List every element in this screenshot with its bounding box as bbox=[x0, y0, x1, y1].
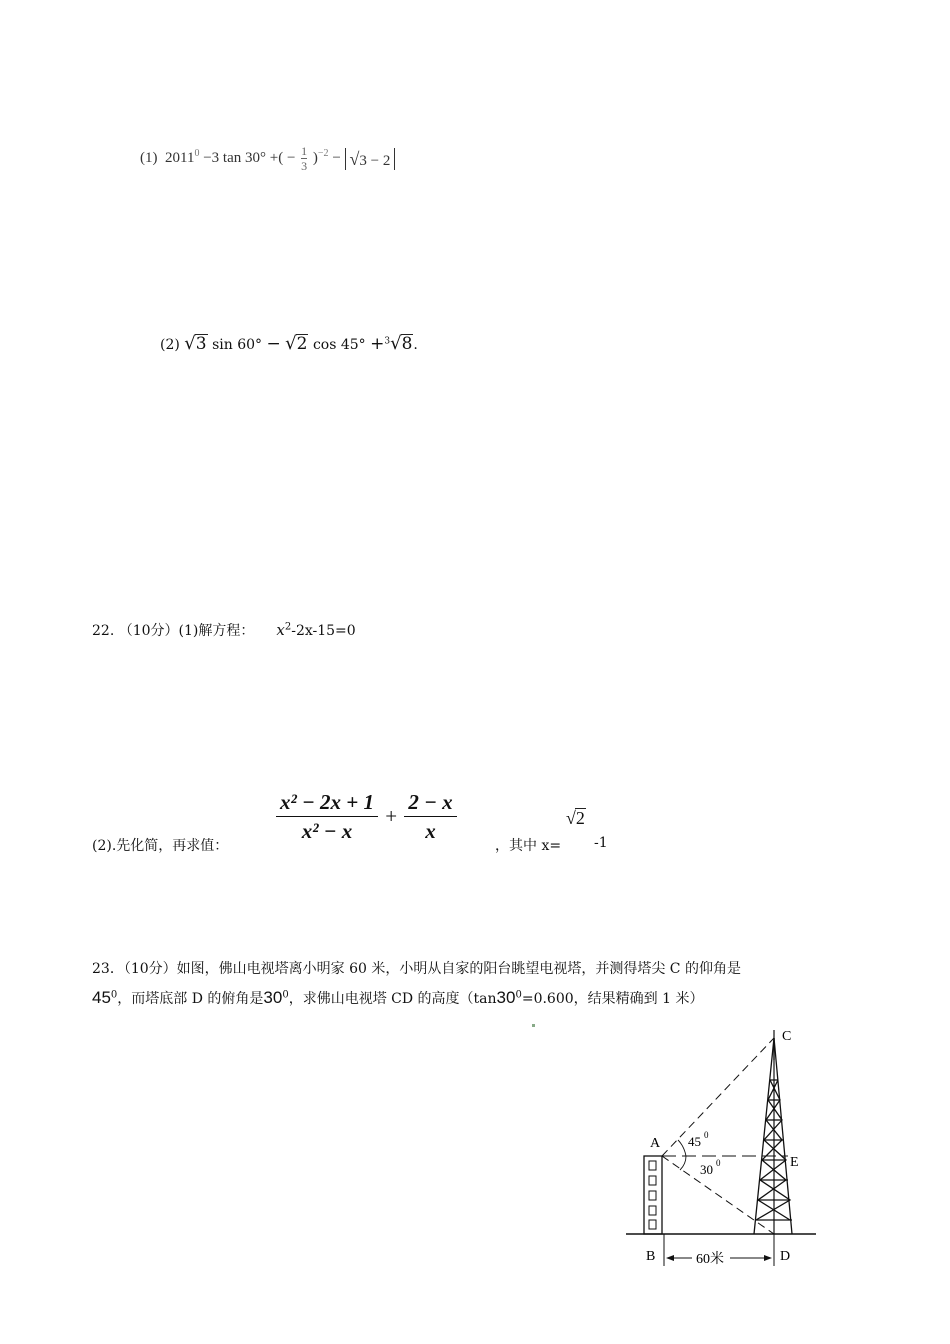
problem-1-year-exp: 0 bbox=[194, 147, 200, 159]
angle-45: 45 bbox=[92, 988, 111, 1007]
fraction-1-numerator: x² − 2x + 1 bbox=[276, 788, 378, 817]
problem-1-label: (1) bbox=[140, 149, 158, 166]
tower-figure bbox=[620, 1020, 840, 1270]
question-22 bbox=[92, 620, 356, 640]
problem-1-close: ) bbox=[312, 149, 318, 166]
problem-2-sin: sin 60° bbox=[212, 337, 263, 353]
question-22-heading: 22. （10分）(1)解方程： bbox=[92, 623, 255, 639]
radical-icon: √ bbox=[566, 808, 576, 828]
problem-2-expression bbox=[160, 333, 418, 354]
problem-2-minus: − bbox=[266, 334, 281, 354]
sqrt-value bbox=[566, 808, 586, 829]
fraction-2-numerator: 2 − x bbox=[404, 788, 456, 817]
problem-2-end: . bbox=[413, 337, 418, 353]
minus-one: -1 bbox=[594, 835, 608, 851]
angle-45-sup: 0 bbox=[110, 989, 118, 1001]
problem-1-year: 2011 bbox=[165, 149, 195, 166]
question-23-mid-1: ，而塔底部 D 的俯角是 bbox=[117, 991, 264, 1007]
question-23-tail: =0.600，结果精确到 1 米） bbox=[521, 991, 704, 1007]
angle-label-30-sup: 0 bbox=[716, 1158, 721, 1168]
question-23-line-2 bbox=[92, 988, 703, 1008]
fraction-2 bbox=[404, 788, 456, 845]
label-a: A bbox=[650, 1136, 661, 1151]
arrow-right-icon bbox=[764, 1255, 772, 1261]
problem-1-expression bbox=[140, 144, 395, 173]
problem-1-tan-term: −3 tan 30° bbox=[203, 149, 266, 166]
equation-exponent: 2 bbox=[284, 621, 292, 633]
label-e: E bbox=[790, 1155, 799, 1170]
problem-2-plus: + bbox=[370, 334, 385, 354]
angle-30-sup: 0 bbox=[282, 989, 289, 1001]
absolute-value bbox=[345, 148, 396, 170]
angle-label-30: 30 bbox=[700, 1162, 713, 1177]
radicand-3: 8 bbox=[401, 334, 413, 354]
fraction-2-denominator: x bbox=[425, 819, 436, 843]
label-c: C bbox=[782, 1029, 792, 1044]
radical-icon: √ bbox=[285, 333, 297, 354]
building-windows bbox=[649, 1161, 656, 1229]
sqrt-radicand: 2 bbox=[575, 808, 585, 828]
fraction-1 bbox=[276, 788, 378, 845]
question-23-line-1: 23．（10分）如图，佛山电视塔离小明家 60 米，小明从自家的阳台眺望电视塔，并测得塔尖 C 的仰角是 bbox=[92, 961, 741, 977]
problem-1-exponent: −2 bbox=[317, 147, 329, 159]
equation-variable: x bbox=[276, 621, 285, 639]
radical-icon: √ bbox=[349, 148, 360, 169]
problem-1-fraction bbox=[301, 144, 307, 173]
angle-arc-45 bbox=[678, 1140, 686, 1156]
label-b: B bbox=[646, 1249, 656, 1264]
where-clause: ，其中 x= bbox=[495, 838, 562, 854]
angle-label-45-sup: 0 bbox=[704, 1130, 709, 1140]
radicand-1: 3 bbox=[195, 334, 207, 354]
question-22-part-2-label: (2).先化简，再求值： bbox=[92, 838, 229, 854]
arrow-left-icon bbox=[666, 1255, 674, 1261]
problem-2-cos: cos 45° bbox=[312, 337, 366, 353]
angle-30: 30 bbox=[263, 988, 283, 1007]
problem-1-open: +( − bbox=[269, 149, 296, 166]
angle-arc-30 bbox=[680, 1156, 686, 1170]
tan-angle-sup: 0 bbox=[515, 989, 522, 1001]
fraction-denominator: 3 bbox=[301, 159, 308, 173]
stray-dot bbox=[532, 1024, 535, 1027]
problem-2-label: (2) bbox=[160, 337, 180, 353]
fraction-numerator: 1 bbox=[301, 144, 308, 158]
question-23-mid-2: ，求佛山电视塔 CD 的高度（tan bbox=[288, 991, 497, 1007]
simplify-expression bbox=[276, 788, 457, 845]
plus-sign: + bbox=[385, 804, 398, 828]
tower bbox=[754, 1038, 792, 1234]
fraction-1-denominator: x² − x bbox=[301, 819, 353, 843]
label-d: D bbox=[780, 1249, 791, 1264]
equation-rest: -2x-15=0 bbox=[291, 623, 356, 639]
building bbox=[644, 1156, 662, 1234]
radical-icon: √ bbox=[184, 333, 196, 354]
tan-angle: 30 bbox=[496, 988, 516, 1007]
distance-label: 60米 bbox=[696, 1252, 724, 1267]
angle-label-45: 45 bbox=[688, 1134, 701, 1149]
problem-1-minus: − bbox=[332, 149, 341, 166]
radical-icon: √ bbox=[390, 333, 402, 354]
root-index: 3 bbox=[384, 336, 391, 347]
radicand-2: 2 bbox=[296, 334, 308, 354]
absolute-value-content: 3 − 2 bbox=[359, 152, 391, 169]
